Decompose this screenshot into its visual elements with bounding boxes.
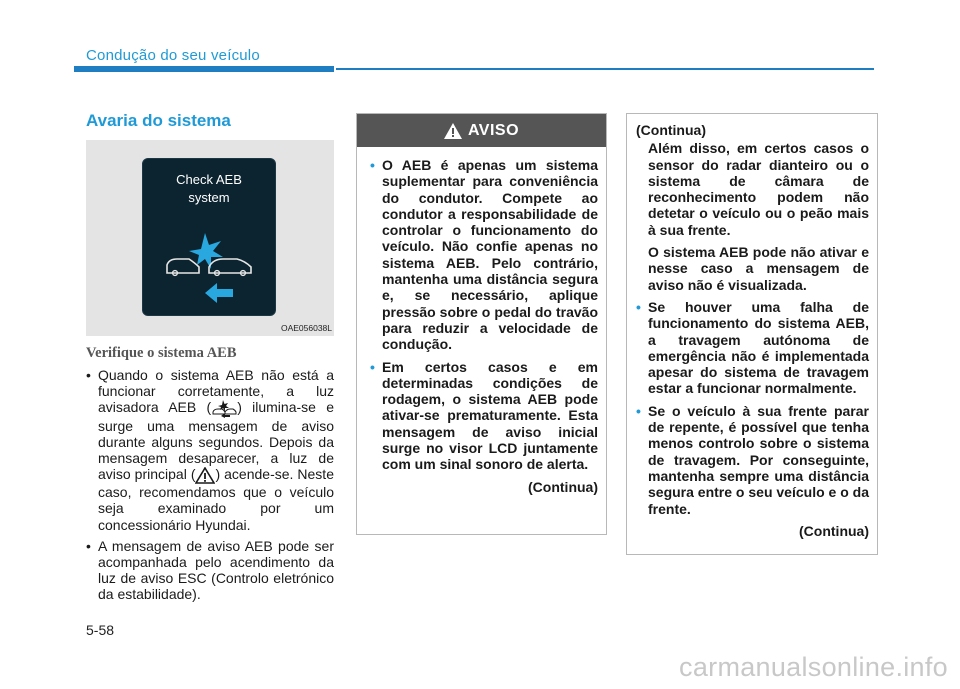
aeb-warning-icon (211, 400, 237, 418)
continued-top: (Continua) (636, 122, 706, 138)
watermark: carmanualsonline.info (679, 652, 948, 682)
warning-triangle-icon (444, 123, 462, 139)
list-item: • Se o veículo à sua frente parar de repente, é possível que tenha menos controlo sobre o sistema de travagem. Por conseguinte, mantenha sempre uma distância segura entre o seu veículo e o da frente. (636, 403, 869, 517)
screen-line1: Check AEB (176, 172, 242, 187)
list-item (86, 367, 334, 533)
header-bar-right (336, 68, 874, 70)
continua-label: (Continua) (799, 522, 869, 539)
warning-label: AVISO (467, 121, 520, 139)
warning-header (357, 114, 606, 147)
section-title: Avaria do sistema (86, 111, 231, 130)
master-warning-icon (195, 467, 215, 484)
list-item: • Se houver uma falha de funcionamento do sistema AEB, a travagem autónoma de emergência não é implementada apesar do sistema de travagem estar a funcionar normalmente. (636, 299, 869, 397)
bullet1-text-c: ) acende-se. Neste caso, recomendamos que o veículo seja examinado por um concessionário Hyundai. (98, 466, 334, 533)
continued-para2: O sistema AEB pode não ativar e nesse caso a mensagem de aviso não é visualizada. (648, 244, 869, 293)
left-bullets (86, 367, 334, 608)
continua-label: (Continua) (528, 478, 598, 495)
bullet1-text-b: ) ilumina-se e surge uma mensagem de aviso durante alguns segundos. Depois da mensagem desaparecer, a luz de aviso principal ( (98, 399, 335, 483)
list-item: • A mensagem de aviso AEB pode ser acompanhada pelo acendimento da luz de aviso ESC (Controlo eletrónico da estabilidade). (86, 538, 334, 603)
warning-body (357, 147, 606, 495)
figure (86, 140, 334, 336)
header-title: Condução do seu veículo (86, 47, 260, 64)
header-bar-left (74, 66, 334, 72)
figure-code: OAE056038L (280, 323, 332, 333)
warning-box (356, 113, 607, 535)
continued-box (626, 113, 878, 555)
continued-body (627, 114, 877, 539)
list-item: • Em certos casos e em determinadas condições de rodagem, o sistema AEB pode ativar-se prematuramente. Esta mensagem de aviso inicial surge no visor LCD juntamente com um sinal sonoro de alerta. (370, 359, 598, 473)
page-number: 5-58 (86, 622, 115, 638)
continued-para1: Além disso, em certos casos o sensor do radar dianteiro ou o sistema de câmara de reconhecimento podem não detetar o veículo ou o peão mais à sua frente. (648, 140, 869, 238)
list-item: • O AEB é apenas um sistema suplementar para conveniência do condutor. Compete ao condutor a responsabilidade de controlar o funcionamento do veículo. Não confie apenas no sistema AEB. Pelo contrário, mantenha uma distância segura e, se necessário, aplique pressão sobre o pedal do travão para reduzir a velocidade de condução. (370, 157, 598, 353)
screen-line2: system (188, 190, 230, 205)
bullet1-text-a: Quando o sistema AEB não está a funcionar corretamente, a luz avisadora AEB ( (98, 367, 334, 416)
cluster-screen (142, 158, 276, 316)
sub-heading: Verifique o sistema AEB (86, 345, 237, 361)
aeb-collision-icon (161, 231, 257, 303)
